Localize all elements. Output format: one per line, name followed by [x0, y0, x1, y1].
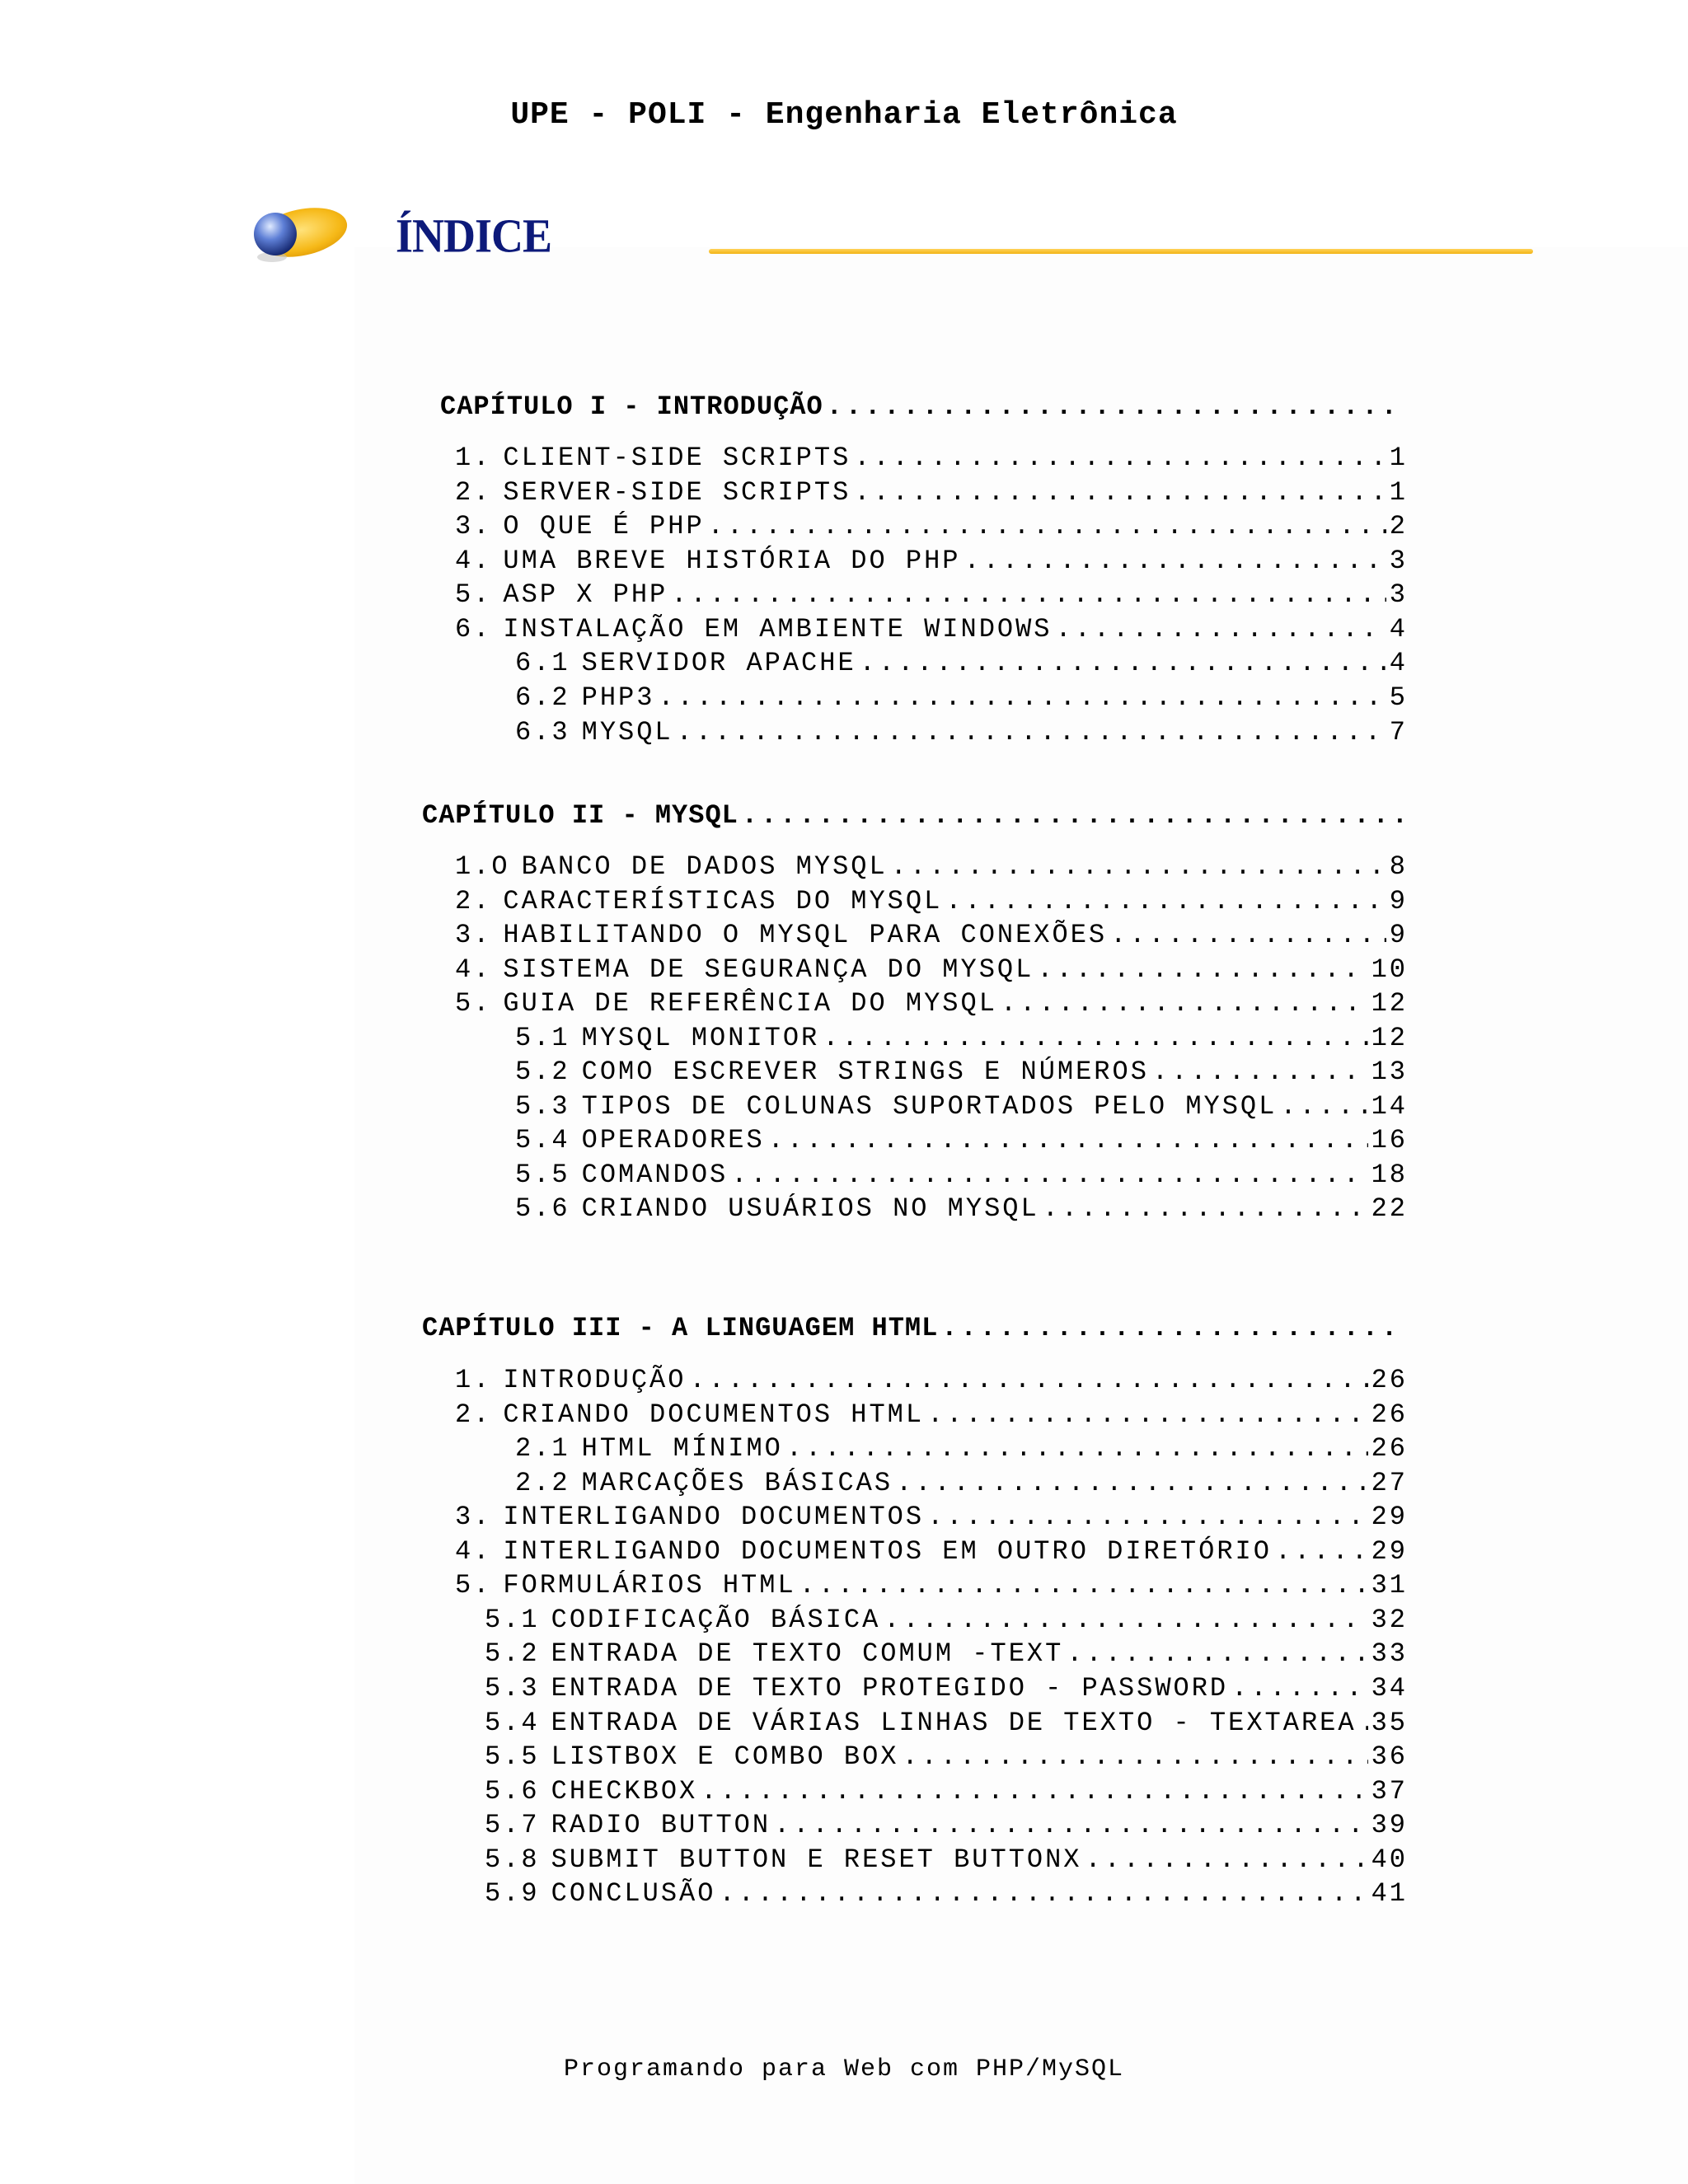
entry-label: ENTRADA DE VÁRIAS LINHAS DE TEXTO - TEXTAREA: [551, 1708, 1357, 1738]
entry-number: 2.2: [515, 1468, 570, 1498]
toc-entry[interactable]: [485, 1877, 1408, 1910]
chapter-title: CAPÍTULO III - A LINGUAGEM HTML: [422, 1313, 939, 1343]
entry-label: PHP3: [581, 682, 655, 713]
entry-number: 2.1: [515, 1433, 570, 1464]
toc-entry[interactable]: [515, 1193, 1408, 1226]
toc-entry[interactable]: [455, 476, 1408, 509]
entry-label: INSTALAÇÃO EM AMBIENTE WINDOWS: [503, 614, 1053, 644]
toc-entry[interactable]: [455, 1501, 1408, 1534]
entry-label: HABILITANDO O MYSQL PARA CONEXÕES: [503, 920, 1108, 950]
page-number: 29: [1371, 1502, 1408, 1532]
page-number: 33: [1371, 1638, 1408, 1669]
dot-leader: [786, 1432, 1368, 1465]
entry-label: SUBMIT BUTTON E RESET BUTTONX: [551, 1844, 1082, 1875]
entry-number: 4.: [455, 546, 492, 576]
toc-entry[interactable]: [485, 1604, 1408, 1637]
toc-entry[interactable]: [455, 613, 1408, 646]
entry-label: CONCLUSÃO: [551, 1878, 716, 1909]
page-number: 1: [1389, 443, 1408, 473]
page-number: 12: [1371, 988, 1408, 1019]
page-header: UPE - POLI - Engenharia Eletrônica: [510, 97, 1178, 133]
entry-label: CRIANDO USUÁRIOS NO MYSQL: [581, 1193, 1039, 1224]
entry-number: 5.9: [485, 1878, 540, 1909]
page-number: 10: [1371, 954, 1408, 985]
entry-number: 5.8: [485, 1844, 540, 1875]
toc-entry[interactable]: [485, 1707, 1408, 1740]
entry-number: 5.: [455, 988, 492, 1019]
entry-label: ENTRADA DE TEXTO COMUM -TEXT: [551, 1638, 1064, 1669]
dot-leader: [1360, 1707, 1368, 1740]
dot-leader: [927, 1501, 1368, 1534]
entry-label: FORMULÁRIOS HTML: [503, 1570, 796, 1601]
page-number: 16: [1371, 1125, 1408, 1155]
page-number: 12: [1371, 1023, 1408, 1053]
dot-leader: [854, 476, 1386, 509]
page-number: 31: [1371, 1570, 1408, 1601]
toc-entry[interactable]: [485, 1809, 1408, 1842]
dot-leader: [1275, 1535, 1368, 1568]
entry-number: 4.: [455, 1536, 492, 1567]
entry-number: 6.1: [515, 648, 570, 678]
page-number: 26: [1371, 1365, 1408, 1395]
chapter-heading: [422, 799, 1408, 832]
dot-leader: [945, 885, 1386, 918]
entry-label: O QUE É PHP: [503, 511, 705, 541]
toc-entry[interactable]: [485, 1775, 1408, 1808]
entry-label: INTERLIGANDO DOCUMENTOS EM OUTRO DIRETÓRIO: [503, 1536, 1272, 1567]
entry-label: CLIENT-SIDE SCRIPTS: [503, 443, 851, 473]
page-number: 9: [1389, 920, 1408, 950]
entry-number: 5.5: [485, 1741, 540, 1772]
page-footer: Programando para Web com PHP/MySQL: [563, 2055, 1125, 2083]
entry-number: 6.2: [515, 682, 570, 713]
entry-label: CARACTERÍSTICAS DO MYSQL: [503, 886, 943, 916]
dot-leader: [1152, 1056, 1368, 1089]
page-number: 29: [1371, 1536, 1408, 1567]
toc-entry[interactable]: [455, 1399, 1408, 1432]
page-number: 39: [1371, 1810, 1408, 1840]
dot-leader: [896, 1467, 1368, 1500]
dot-leader: [719, 1877, 1367, 1910]
entry-label: RADIO BUTTON: [551, 1810, 771, 1840]
toc-entry[interactable]: [455, 1569, 1408, 1602]
chapter-title: CAPÍTULO I - INTRODUÇÃO: [440, 391, 823, 422]
toc-entry[interactable]: [455, 510, 1408, 543]
page-number: 2: [1389, 511, 1408, 541]
toc-entry[interactable]: [455, 954, 1408, 987]
entry-label: MYSQL: [581, 717, 673, 748]
toc-entry[interactable]: [515, 647, 1408, 680]
dot-leader: [658, 682, 1386, 715]
toc-entry[interactable]: [515, 1090, 1408, 1123]
entry-number: 2.: [455, 1399, 492, 1430]
dot-leader: [689, 1364, 1367, 1397]
entry-number: 3.: [455, 511, 492, 541]
page-number: 37: [1371, 1776, 1408, 1807]
entry-label: SERVIDOR APACHE: [581, 648, 856, 678]
page-number: 41: [1371, 1878, 1408, 1909]
page-number: 1: [1389, 477, 1408, 508]
entry-number: 4.: [455, 954, 492, 985]
dot-leader: [823, 1022, 1367, 1055]
entry-label: COMO ESCREVER STRINGS E NÚMEROS: [581, 1057, 1149, 1087]
page-number: 26: [1371, 1399, 1408, 1430]
dot-leader: [902, 1741, 1367, 1774]
toc-entry[interactable]: [455, 1364, 1408, 1397]
entry-label: OPERADORES: [581, 1125, 765, 1155]
left-margin: [0, 0, 354, 2184]
entry-number: 5.6: [515, 1193, 570, 1224]
page-number: 18: [1371, 1160, 1408, 1190]
entry-label: ASP X PHP: [503, 579, 668, 610]
dot-leader: [1056, 613, 1386, 646]
entry-label: INTRODUÇÃO: [503, 1365, 687, 1395]
toc-entry[interactable]: [455, 885, 1408, 918]
dot-leader: [964, 545, 1386, 578]
entry-number: 1.: [455, 443, 492, 473]
chapter-heading: [422, 1312, 1408, 1345]
page-number: 5: [1389, 682, 1408, 713]
chapter-title: CAPÍTULO II - MYSQL: [422, 800, 738, 831]
toc-entry[interactable]: [515, 682, 1408, 715]
entry-number: 5.2: [515, 1057, 570, 1087]
page-number: 27: [1371, 1468, 1408, 1498]
entry-label: MARCAÇÕES BÁSICAS: [581, 1468, 893, 1498]
toc-entry[interactable]: [515, 1056, 1408, 1089]
entry-number: 5.4: [515, 1125, 570, 1155]
dot-leader: [860, 647, 1386, 680]
entry-label: COMANDOS: [581, 1160, 729, 1190]
entry-number: 5.3: [515, 1091, 570, 1122]
globe-icon: [246, 198, 348, 272]
dot-leader: [1110, 919, 1386, 952]
entry-number: 2.: [455, 886, 492, 916]
entry-number: 6.3: [515, 717, 570, 748]
page-number: 8: [1389, 851, 1408, 882]
toc-entry[interactable]: [455, 545, 1408, 578]
toc-entry[interactable]: [515, 1159, 1408, 1192]
entry-label: LISTBOX E COMBO BOX: [551, 1741, 899, 1772]
page-number: 7: [1389, 717, 1408, 748]
dot-leader: [799, 1569, 1368, 1602]
toc-entry[interactable]: [515, 1022, 1408, 1055]
dot-leader: [927, 1399, 1368, 1432]
page-number: 36: [1371, 1741, 1408, 1772]
entry-label: MYSQL MONITOR: [581, 1023, 820, 1053]
page-number: 32: [1371, 1605, 1408, 1635]
page-number: 13: [1371, 1057, 1408, 1087]
dot-leader: [742, 799, 1404, 832]
entry-label: GUIA DE REFERÊNCIA DO MYSQL: [503, 988, 997, 1019]
entry-number: 5.7: [485, 1810, 540, 1840]
toc-entry[interactable]: [455, 851, 1408, 883]
page-number: 34: [1371, 1673, 1408, 1704]
chapter-heading: [440, 391, 1408, 424]
page-number: 35: [1371, 1708, 1408, 1738]
entry-number: 1.O: [455, 851, 510, 882]
dot-leader: [731, 1159, 1367, 1192]
page-number: 22: [1371, 1193, 1408, 1224]
toc-entry[interactable]: [515, 1467, 1408, 1500]
page-number: 3: [1389, 579, 1408, 610]
dot-leader: [708, 510, 1386, 543]
toc-entry[interactable]: [455, 442, 1408, 475]
dot-leader: [1231, 1672, 1367, 1705]
dot-leader: [1280, 1090, 1367, 1123]
dot-leader: [1067, 1638, 1367, 1671]
entry-label: TIPOS DE COLUNAS SUPORTADOS PELO MYSQL: [581, 1091, 1278, 1122]
dot-leader: [768, 1124, 1368, 1157]
dot-leader: [701, 1775, 1367, 1808]
entry-number: 5.: [455, 579, 492, 610]
entry-label: UMA BREVE HISTÓRIA DO PHP: [503, 546, 961, 576]
entry-number: 3.: [455, 920, 492, 950]
toc-entry[interactable]: [455, 579, 1408, 612]
dot-leader: [891, 851, 1386, 883]
entry-label: INTERLIGANDO DOCUMENTOS: [503, 1502, 925, 1532]
entry-label: BANCO DE DADOS MYSQL: [521, 851, 888, 882]
entry-label: CRIANDO DOCUMENTOS HTML: [503, 1399, 925, 1430]
toc-entry[interactable]: [515, 716, 1408, 749]
page-number: 3: [1389, 546, 1408, 576]
toc-entry[interactable]: [455, 919, 1408, 952]
dot-leader: [1037, 954, 1367, 987]
dot-leader: [774, 1809, 1368, 1842]
entry-number: 3.: [455, 1502, 492, 1532]
toc-entry[interactable]: [515, 1432, 1408, 1465]
dot-leader: [1043, 1193, 1368, 1226]
entry-label: SISTEMA DE SEGURANÇA DO MYSQL: [503, 954, 1034, 985]
page-number: 26: [1371, 1433, 1408, 1464]
dot-leader: [1001, 987, 1368, 1020]
page-number: 4: [1389, 648, 1408, 678]
entry-number: 5.2: [485, 1638, 540, 1669]
title-rule: [709, 249, 1533, 254]
toc-entry[interactable]: [485, 1844, 1408, 1877]
dot-leader: [1085, 1844, 1368, 1877]
toc-entry[interactable]: [485, 1638, 1408, 1671]
dot-leader: [854, 442, 1386, 475]
entry-number: 1.: [455, 1365, 492, 1395]
toc-entry[interactable]: [455, 1535, 1408, 1568]
page-number: 14: [1371, 1091, 1408, 1122]
entry-number: 5.: [455, 1570, 492, 1601]
entry-label: ENTRADA DE TEXTO PROTEGIDO - PASSWORD: [551, 1673, 1229, 1704]
entry-number: 5.1: [515, 1023, 570, 1053]
entry-number: 2.: [455, 477, 492, 508]
entry-number: 5.5: [515, 1160, 570, 1190]
entry-label: CHECKBOX: [551, 1776, 698, 1807]
entry-number: 6.: [455, 614, 492, 644]
entry-number: 5.6: [485, 1776, 540, 1807]
page-number: 9: [1389, 886, 1408, 916]
dot-leader: [671, 579, 1386, 612]
entry-label: CODIFICAÇÃO BÁSICA: [551, 1605, 881, 1635]
page-title: ÍNDICE: [396, 209, 552, 263]
toc-entry[interactable]: [455, 987, 1408, 1020]
dot-leader: [884, 1604, 1367, 1637]
toc-entry[interactable]: [515, 1124, 1408, 1157]
entry-label: SERVER-SIDE SCRIPTS: [503, 477, 851, 508]
entry-number: 5.4: [485, 1708, 540, 1738]
toc-entry[interactable]: [485, 1741, 1408, 1774]
entry-number: 5.1: [485, 1605, 540, 1635]
entry-number: 5.3: [485, 1673, 540, 1704]
entry-label: HTML MÍNIMO: [581, 1433, 783, 1464]
dot-leader: [941, 1312, 1404, 1345]
toc-entry[interactable]: [485, 1672, 1408, 1705]
dot-leader: [827, 391, 1404, 424]
page-number: 40: [1371, 1844, 1408, 1875]
page-number: 4: [1389, 614, 1408, 644]
dot-leader: [677, 716, 1386, 749]
